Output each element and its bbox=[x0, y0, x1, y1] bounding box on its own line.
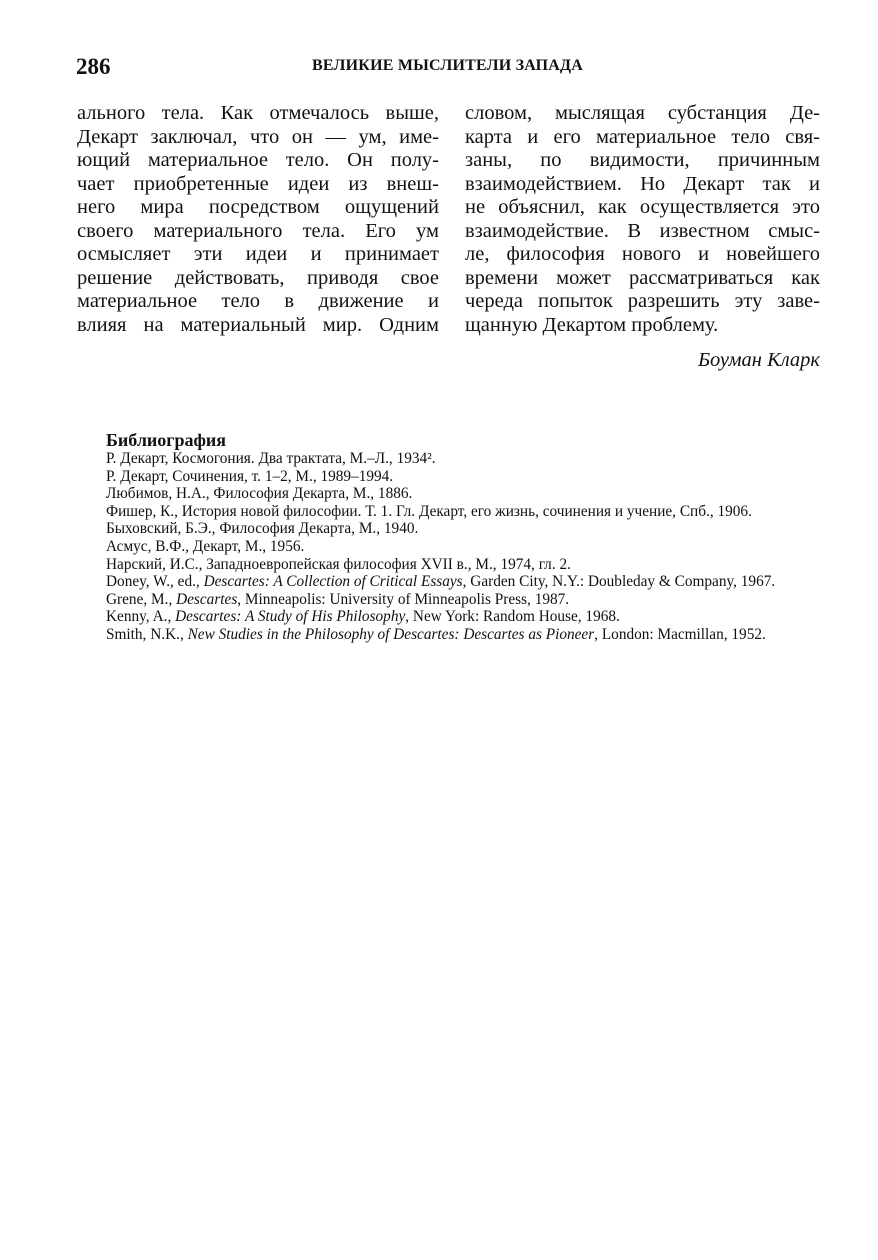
bibliography-entry bbox=[77, 503, 819, 521]
entry-text: , Minneapolis: University of Minneapolis Press, 1987. bbox=[237, 590, 570, 608]
entry-text: Doney, W., ed., bbox=[106, 573, 204, 591]
text-line: карта и его материальное тело свя- bbox=[465, 125, 820, 148]
entry-text: , London: Macmillan, 1952. bbox=[594, 625, 766, 643]
article-author: Боуман Кларк bbox=[697, 349, 820, 371]
entry-text: Р. Декарт, Сочинения, т. 1–2, М., 1989–1994. bbox=[106, 467, 394, 485]
entry-text: Быховский, Б.Э., Философия Декарта, М., 1940. bbox=[106, 520, 419, 538]
entry-text: Grene, M., bbox=[106, 590, 177, 608]
entry-text: , Garden City, N.Y.: Doubleday & Company, 1967. bbox=[462, 573, 776, 591]
text-line: осмысляет эти идеи и принимает bbox=[77, 243, 439, 265]
entry-book-title: Descartes bbox=[176, 590, 238, 608]
text-line: времени может рассматриваться как bbox=[465, 266, 820, 289]
text-line: решение действовать, приводя свое bbox=[77, 266, 439, 289]
bibliography-entry bbox=[77, 608, 819, 626]
entry-text: , New York: Random House, 1968. bbox=[405, 608, 620, 626]
text-line: ле, философия нового и новейшего bbox=[465, 243, 820, 265]
text-line: словом, мыслящая субстанция Де- bbox=[465, 102, 820, 124]
bibliography-entry bbox=[77, 485, 819, 503]
bibliography-list bbox=[77, 450, 819, 644]
entry-text: Любимов, Н.А., Философия Декарта, М., 1886. bbox=[106, 485, 413, 503]
bibliography-heading: Библиография bbox=[106, 430, 227, 450]
body-column-right bbox=[465, 102, 820, 337]
text-line: ального тела. Как отмечалось выше, bbox=[77, 102, 439, 124]
text-line: него мира посредством ощущений bbox=[77, 196, 439, 218]
entry-book-title: New Studies in the Philosophy of Descartes: Descartes as Pioneer bbox=[187, 625, 595, 643]
entry-book-title: Descartes: A Collection of Critical Essays bbox=[203, 573, 463, 591]
page-number: 286 bbox=[76, 54, 111, 79]
text-line: череда попыток разрешить эту заве- bbox=[465, 290, 820, 312]
body-column-left bbox=[77, 102, 439, 337]
text-line: ющий материальное тело. Он полу- bbox=[77, 149, 439, 171]
bibliography-entry bbox=[77, 591, 819, 609]
entry-text: Kenny, A., bbox=[106, 608, 176, 626]
text-line: материальное тело в движение и bbox=[77, 290, 439, 312]
text-line: щанную Декартом проблему. bbox=[465, 313, 719, 336]
text-line: своего материального тела. Его ум bbox=[77, 219, 439, 242]
bibliography-entry bbox=[77, 450, 819, 468]
text-line: не объяснил, как осуществляется это bbox=[465, 196, 820, 218]
entry-book-title: Descartes: A Study of His Philosophy bbox=[175, 608, 406, 626]
text-line: влияя на материальный мир. Одним bbox=[77, 313, 439, 336]
bibliography-entry bbox=[77, 573, 819, 591]
text-line: заны, по видимости, причинным bbox=[465, 149, 820, 171]
text-line: взаимодействием. Но Декарт так и bbox=[465, 172, 820, 195]
entry-text: Нарский, И.С., Западноевропейская философия XVII в., М., 1974, гл. 2. bbox=[106, 555, 571, 573]
entry-text: Р. Декарт, Космогония. Два трактата, М.–Л., 1934². bbox=[106, 450, 436, 467]
running-title: ВЕЛИКИЕ МЫСЛИТЕЛИ ЗАПАДА bbox=[312, 57, 584, 74]
bibliography-entry bbox=[77, 520, 819, 538]
entry-text: Smith, N.K., bbox=[106, 625, 188, 643]
text-line: взаимодействие. В известном смыс- bbox=[465, 219, 820, 242]
text-line: Декарт заключал, что он — ум, име- bbox=[77, 125, 439, 148]
bibliography-entry bbox=[77, 538, 819, 556]
entry-text: Асмус, В.Ф., Декарт, М., 1956. bbox=[106, 537, 305, 555]
text-line: чает приобретенные идеи из внеш- bbox=[77, 172, 439, 195]
bibliography-entry bbox=[77, 468, 819, 486]
entry-text: Фишер, К., История новой философии. Т. 1. Гл. Декарт, его жизнь, сочинения и учение, Спб., 1906. bbox=[106, 502, 752, 520]
bibliography-entry bbox=[77, 626, 819, 644]
bibliography-entry bbox=[77, 556, 819, 574]
